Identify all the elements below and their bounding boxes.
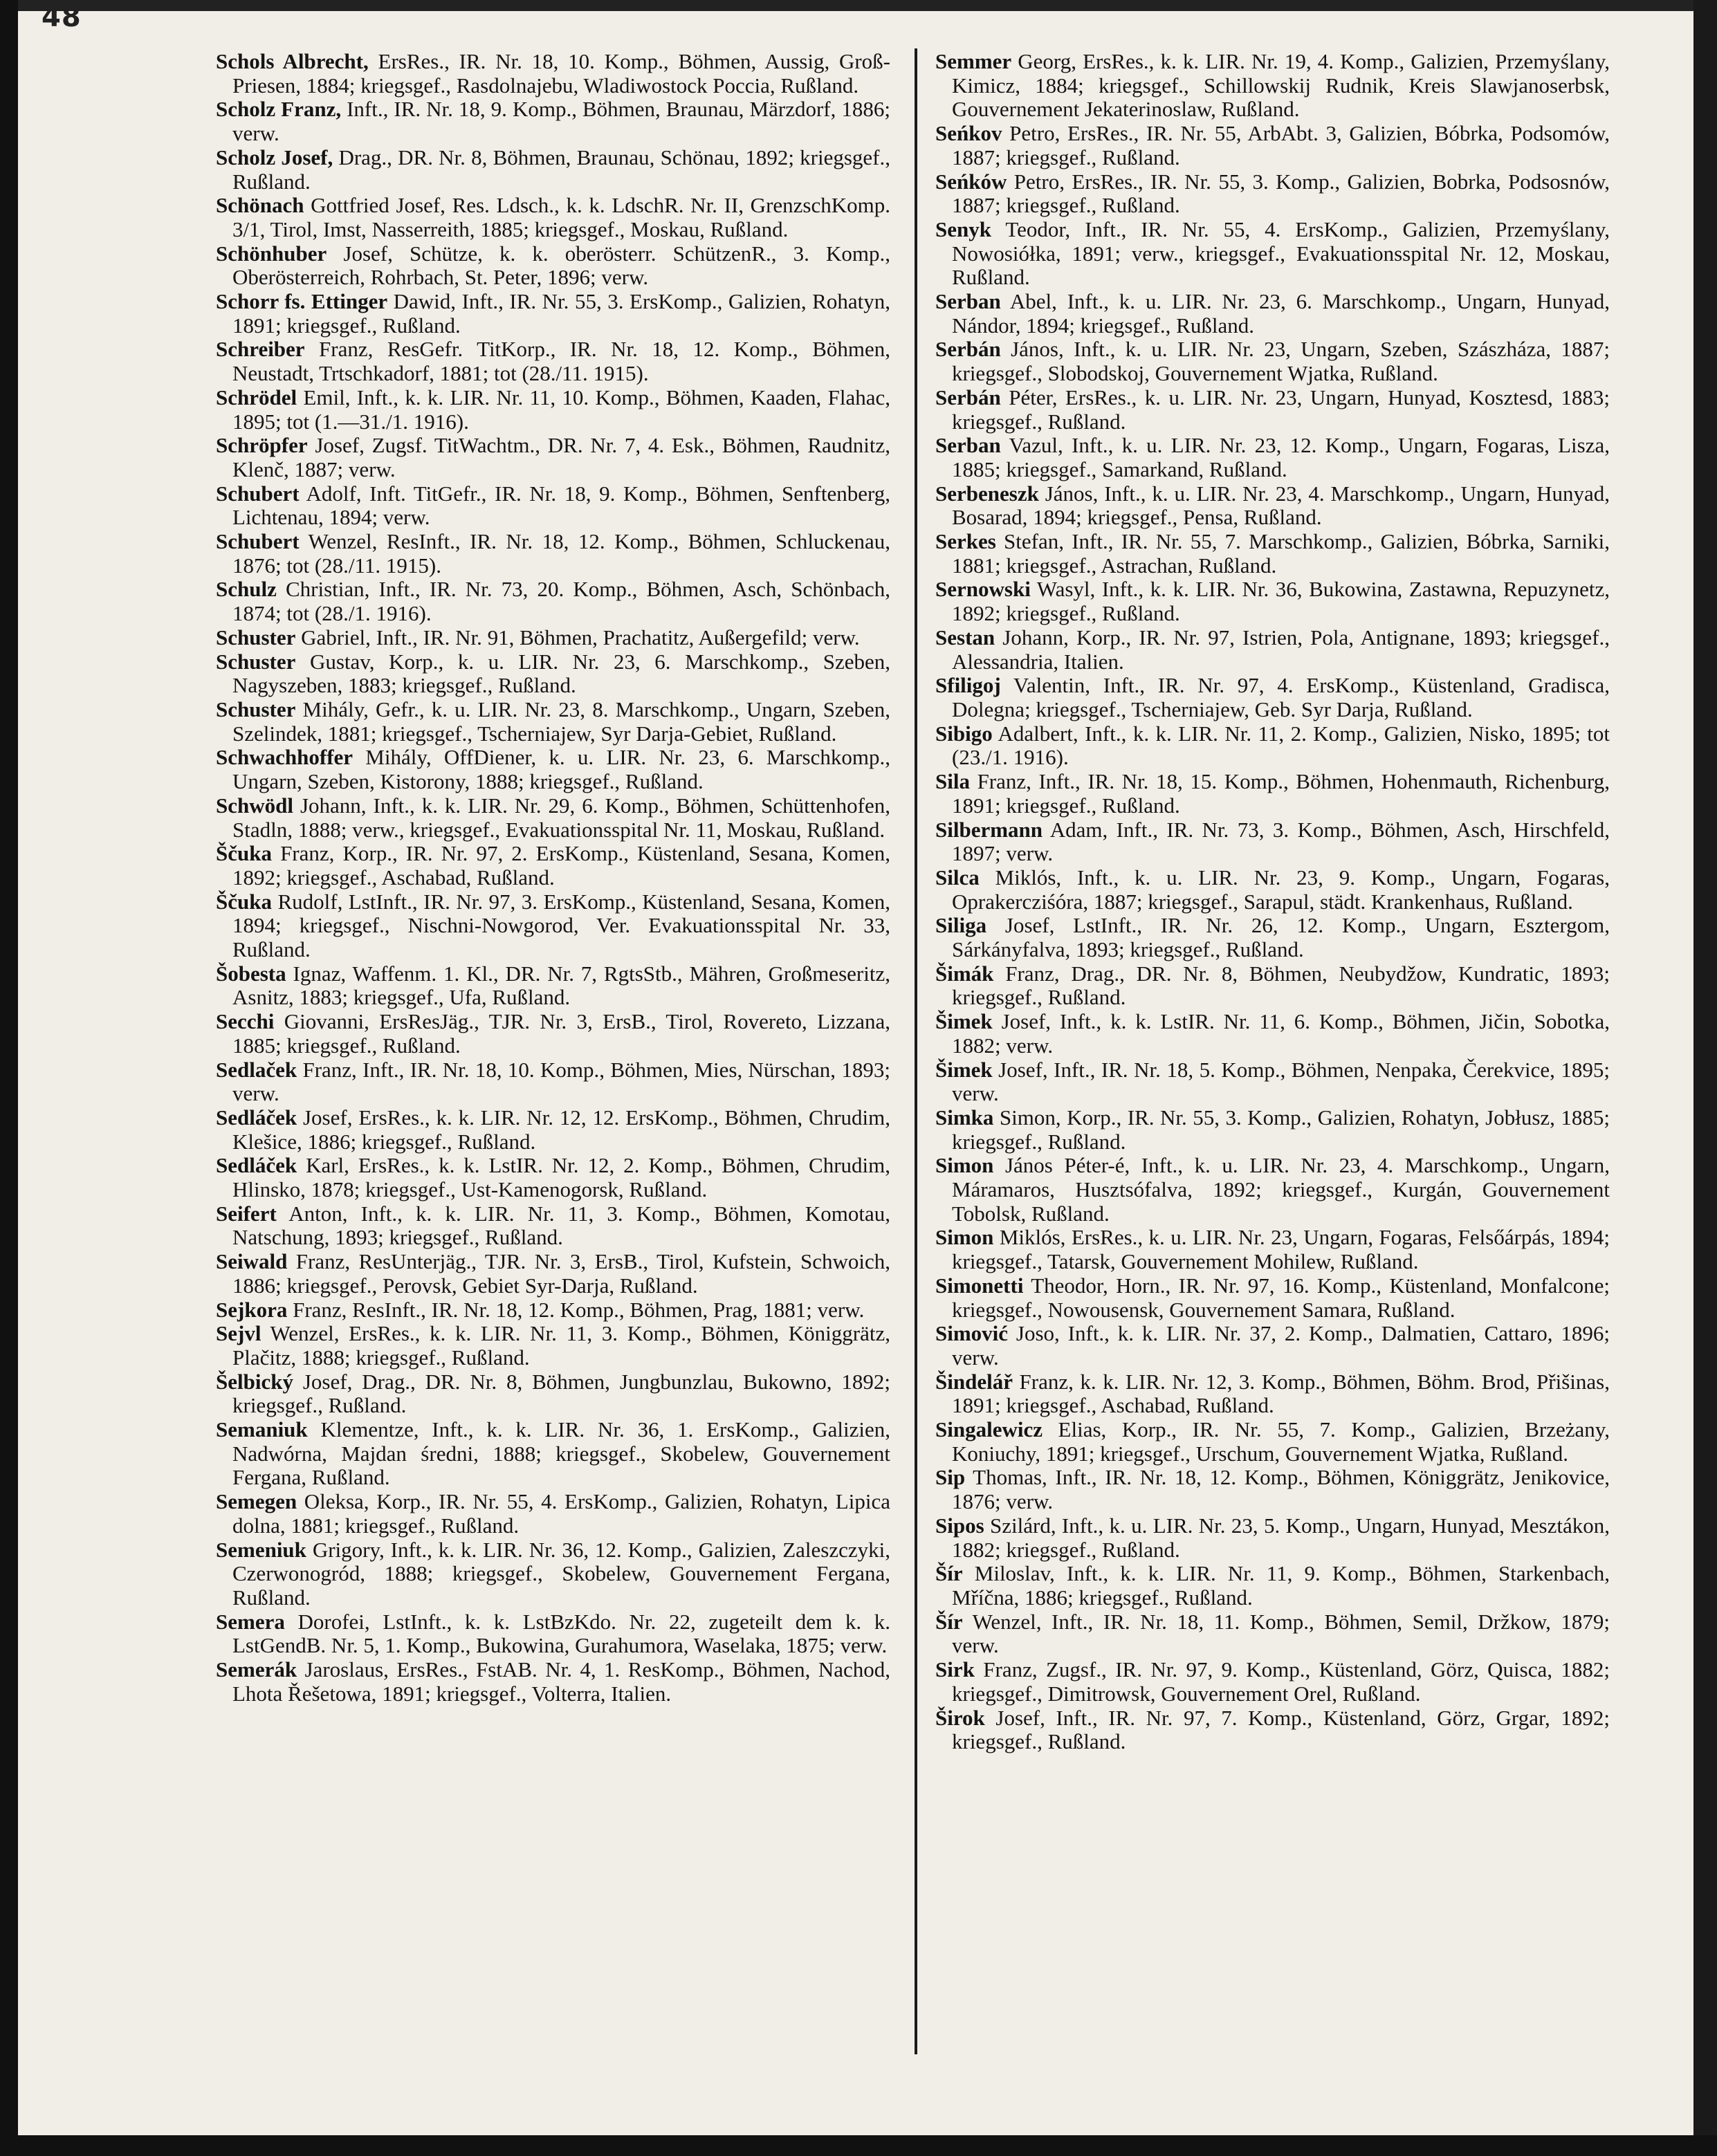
register-entry <box>935 1154 1610 1226</box>
entry-details: Rudolf, LstInft., IR. Nr. 97, 3. ErsKomp., Küstenland, Sesana, Komen, 1894; kriegsgef., Nischni-Nowgorod, Ver. Evakuationsspital Nr. 33, Rußland. <box>232 889 890 962</box>
entry-details: Josef, Drag., DR. Nr. 8, Böhmen, Jungbunzlau, Bukowno, 1892; kriegsgef., Rußland. <box>232 1369 890 1418</box>
register-entry <box>935 1370 1610 1418</box>
entry-surname: Sejvl <box>216 1321 261 1346</box>
entry-details: Franz, ResInft., IR. Nr. 18, 12. Komp., Böhmen, Prag, 1881; verw. <box>287 1297 865 1322</box>
register-entry <box>216 626 890 650</box>
entry-details: Joso, Inft., k. k. LIR. Nr. 37, 2. Komp., Dalmatien, Cattaro, 1896; verw. <box>952 1321 1610 1370</box>
entry-details: Simon, Korp., IR. Nr. 55, 3. Komp., Galizien, Rohatyn, Jobłusz, 1885; kriegsgef., Rußland. <box>952 1105 1610 1154</box>
register-entry <box>935 386 1610 434</box>
entry-details: Szilárd, Inft., k. u. LIR. Nr. 23, 5. Komp., Ungarn, Hunyad, Mesztákon, 1882; kriegsgef., Rußland. <box>952 1513 1610 1562</box>
register-entry <box>935 1658 1610 1706</box>
register-entry <box>935 722 1610 770</box>
entry-surname: Semaniuk <box>216 1417 308 1442</box>
entry-details: Teodor, Inft., IR. Nr. 55, 4. ErsKomp., Galizien, Przemyślany, Nowosiółka, 1891; verw., kriegsgef., Evakuationsspital Nr. 12, Moskau, Rußland. <box>952 216 1610 290</box>
entry-surname: Sipos <box>935 1513 984 1538</box>
entry-details: Franz, k. k. LIR. Nr. 12, 3. Komp., Böhmen, Böhm. Brod, Přišinas, 1891; kriegsgef., Aschabad, Rußland. <box>952 1369 1610 1418</box>
register-entry <box>216 434 890 481</box>
register-entry <box>216 1154 890 1201</box>
entry-surname: Šimek <box>935 1009 993 1034</box>
entry-details: Adalbert, Inft., k. k. LIR. Nr. 11, 2. Komp., Galizien, Nisko, 1895; tot (23./1. 1916). <box>952 721 1610 770</box>
entry-surname: Sestan <box>935 625 995 649</box>
entry-surname: Serban <box>935 433 1001 458</box>
entry-surname: Šír <box>935 1609 963 1634</box>
entry-details: Miklós, ErsRes., k. u. LIR. Nr. 23, Ungarn, Fogaras, Felsőárpás, 1894; kriegsgef., Tatarsk, Gouvernement Mohilew, Rußland. <box>952 1225 1610 1274</box>
entry-surname: Semegen <box>216 1489 297 1514</box>
register-entry <box>216 1610 890 1658</box>
entry-details: Miloslav, Inft., k. k. LIR. Nr. 11, 9. Komp., Böhmen, Starkenbach, Mříčna, 1886; kriegsgef., Rußland. <box>952 1561 1610 1610</box>
entry-details: Franz, Inft., IR. Nr. 18, 15. Komp., Böhmen, Hohenmauth, Richenburg, 1891; kriegsgef., Rußland. <box>952 769 1610 818</box>
register-entry <box>935 50 1610 122</box>
entry-details: Inft., IR. Nr. 18, 9. Komp., Böhmen, Braunau, Märzdorf, 1886; verw. <box>232 97 890 146</box>
entry-surname: Schorr fs. Ettinger <box>216 289 388 314</box>
entry-details: Vazul, Inft., k. u. LIR. Nr. 23, 12. Komp., Ungarn, Fogaras, Lisza, 1885; kriegsgef., Samarkand, Rußland. <box>952 433 1610 481</box>
register-entry <box>216 50 890 98</box>
entry-details: Valentin, Inft., IR. Nr. 97, 4. ErsKomp., Küstenland, Gradisca, Dolegna; kriegsgef., Tscherniajew, Geb. Syr Darja, Rußland. <box>952 673 1610 721</box>
right-column <box>935 50 1610 1754</box>
entry-surname: Šír <box>935 1561 963 1586</box>
entry-surname: Schröpfer <box>216 433 308 458</box>
register-entry <box>935 1706 1610 1754</box>
register-entry <box>216 194 890 241</box>
entry-surname: Ščuka <box>216 841 272 866</box>
entry-surname: Schulz <box>216 577 277 602</box>
entry-details: Wenzel, Inft., IR. Nr. 18, 11. Komp., Böhmen, Semil, Držkow, 1879; verw. <box>952 1609 1610 1658</box>
entry-details: Josef, ErsRes., k. k. LIR. Nr. 12, 12. ErsKomp., Böhmen, Chrudim, Klešice, 1886; kriegsgef., Rußland. <box>232 1105 890 1154</box>
entry-surname: Sirk <box>935 1657 975 1682</box>
entry-details: Stefan, Inft., IR. Nr. 55, 7. Marschkomp., Galizien, Bóbrka, Sarniki, 1881; kriegsgef., Astrachan, Rußland. <box>952 529 1610 578</box>
register-entry <box>216 1058 890 1106</box>
register-entry <box>216 98 890 145</box>
entry-surname: Simović <box>935 1321 1009 1346</box>
entry-surname: Širok <box>935 1705 985 1730</box>
entry-details: Wenzel, ErsRes., k. k. LIR. Nr. 11, 3. Komp., Böhmen, Königgrätz, Plačitz, 1888; kriegsgef., Rußland. <box>232 1321 890 1370</box>
register-entry <box>216 1202 890 1250</box>
entry-details: Abel, Inft., k. u. LIR. Nr. 23, 6. Marschkomp., Ungarn, Hunyad, Nándor, 1894; kriegsgef., Rußland. <box>952 289 1610 338</box>
entry-surname: Sedláček <box>216 1105 297 1130</box>
register-entry <box>935 530 1610 578</box>
register-entry <box>216 890 890 962</box>
register-entry <box>935 218 1610 290</box>
register-entry <box>935 338 1610 385</box>
entry-surname: Sfiligoj <box>935 673 1001 698</box>
entry-details: Josef, LstInft., IR. Nr. 26, 12. Komp., Ungarn, Esztergom, Sárkányfalva, 1893; kriegsgef., Rußland. <box>952 913 1610 962</box>
entry-details: Johann, Inft., k. k. LIR. Nr. 29, 6. Komp., Böhmen, Schüttenhofen, Stadln, 1888; verw., kriegsgef., Evakuationsspital Nr. 11, Moskau, Rußland. <box>232 793 890 842</box>
entry-details: Drag., DR. Nr. 8, Böhmen, Braunau, Schönau, 1892; kriegsgef., Rußland. <box>232 145 890 194</box>
entry-details: Wasyl, Inft., k. k. LIR. Nr. 36, Bukowina, Zastawna, Repuzynetz, 1892; kriegsgef., Rußland. <box>952 577 1610 626</box>
register-entry <box>935 1106 1610 1154</box>
entry-surname: Serbeneszk <box>935 481 1039 506</box>
entry-details: Mihály, OffDiener, k. u. LIR. Nr. 23, 6. Marschkomp., Ungarn, Szeben, Kistorony, 1888; kriegsgef., Rußland. <box>232 745 890 794</box>
entry-surname: Siliga <box>935 913 987 938</box>
register-entry <box>935 626 1610 674</box>
entry-surname: Semmer <box>935 49 1012 73</box>
entry-details: Franz, Korp., IR. Nr. 97, 2. ErsKomp., Küstenland, Sesana, Komen, 1892; kriegsgef., Aschabad, Rußland. <box>232 841 890 890</box>
register-entry <box>935 914 1610 961</box>
entry-surname: Seńkov <box>935 121 1002 146</box>
entry-surname: Serban <box>935 289 1001 314</box>
register-entry <box>935 866 1610 914</box>
entry-details: János Péter-é, Inft., k. u. LIR. Nr. 23, 4. Marschkomp., Ungarn, Máramaros, Husztsófalva, 1892; kriegsgef., Kurgán, Gouvernement Tobolsk, Rußland. <box>952 1153 1610 1226</box>
entry-details: Thomas, Inft., IR. Nr. 18, 12. Komp., Böhmen, Königgrätz, Jenikovice, 1876; verw. <box>952 1465 1610 1514</box>
register-entry <box>935 1226 1610 1273</box>
scan-edge-bottom <box>0 2135 1717 2156</box>
entry-details: Franz, ResGefr. TitKorp., IR. Nr. 18, 12. Komp., Böhmen, Neustadt, Trtschkadorf, 1881; tot (28./11. 1915). <box>232 337 890 386</box>
register-entry <box>216 338 890 385</box>
register-entry <box>216 242 890 290</box>
entry-surname: Sernowski <box>935 577 1031 602</box>
entry-surname: Sedláček <box>216 1153 297 1178</box>
register-entry <box>216 1658 890 1706</box>
entry-details: Wenzel, ResInft., IR. Nr. 18, 12. Komp., Böhmen, Schluckenau, 1876; tot (28./11. 1915). <box>232 529 890 578</box>
register-entry <box>216 650 890 698</box>
entry-details: Ignaz, Waffenm. 1. Kl., DR. Nr. 7, RgtsStb., Mähren, Großmeseritz, Asnitz, 1883; kriegsgef., Ufa, Rußland. <box>232 961 890 1010</box>
register-entry <box>216 530 890 578</box>
entry-surname: Semera <box>216 1609 285 1634</box>
entry-details: Miklós, Inft., k. u. LIR. Nr. 23, 9. Komp., Ungarn, Fogaras, Oprakercziśóra, 1887; kriegsgef., Sarapul, städt. Krankenhaus, Rußland. <box>952 865 1610 914</box>
entry-surname: Šimek <box>935 1057 993 1082</box>
entry-details: Dawid, Inft., IR. Nr. 55, 3. ErsKomp., Galizien, Rohatyn, 1891; kriegsgef., Rußland. <box>232 289 890 338</box>
register-entry <box>935 674 1610 721</box>
entry-details: Franz, Inft., IR. Nr. 18, 10. Komp., Böhmen, Mies, Nürschan, 1893; verw. <box>232 1057 890 1106</box>
register-entry <box>935 818 1610 866</box>
entry-details: Grigory, Inft., k. k. LIR. Nr. 36, 12. Komp., Galizien, Zaleszczyki, Czerwonogród, 1888; kriegsgef., Skobelew, Gouvernement Fergana, Rußland. <box>232 1537 890 1610</box>
entry-details: Gustav, Korp., k. u. LIR. Nr. 23, 6. Marschkomp., Szeben, Nagyszeben, 1883; kriegsgef., Rußland. <box>232 649 890 698</box>
register-entry <box>216 1298 890 1323</box>
entry-surname: Serkes <box>935 529 996 554</box>
entry-details: Emil, Inft., k. k. LIR. Nr. 11, 10. Komp., Böhmen, Kaaden, Flahac, 1895; tot (1.—31./1. 1916). <box>232 385 890 434</box>
entry-surname: Silbermann <box>935 817 1043 842</box>
register-entry <box>216 962 890 1010</box>
entry-details: Christian, Inft., IR. Nr. 73, 20. Komp., Böhmen, Asch, Schönbach, 1874; tot (28./1. 1916). <box>232 577 890 626</box>
entry-details: Franz, Drag., DR. Nr. 8, Böhmen, Neubydžow, Kundratic, 1893; kriegsgef., Rußland. <box>952 961 1610 1010</box>
entry-surname: Sibigo <box>935 721 993 746</box>
entry-surname: Schönhuber <box>216 241 327 266</box>
register-entry <box>216 1490 890 1538</box>
entry-surname: Scholz Josef, <box>216 145 333 169</box>
entry-details: Mihály, Gefr., k. u. LIR. Nr. 23, 8. Marschkomp., Ungarn, Szeben, Szelindek, 1881; kriegsgef., Tscherniajew, Syr Darja-Gebiet, Rußland. <box>232 697 890 746</box>
entry-surname: Schrödel <box>216 385 297 409</box>
register-entry <box>935 1610 1610 1658</box>
register-entry <box>216 1010 890 1058</box>
register-entry <box>216 1370 890 1418</box>
entry-details: Josef, Inft., IR. Nr. 18, 5. Komp., Böhmen, Nenpaka, Čerekvice, 1895; verw. <box>952 1057 1610 1106</box>
register-entry <box>935 1322 1610 1370</box>
entry-surname: Singalewicz <box>935 1417 1043 1442</box>
page-number: 48 <box>42 1 82 33</box>
entry-details: ErsRes., IR. Nr. 18, 10. Komp., Böhmen, Aussig, Groß-Priesen, 1884; kriegsgef., Rasdolnajebu, Wladiwostock Poccia, Rußland. <box>232 49 890 98</box>
entry-details: Georg, ErsRes., k. k. LIR. Nr. 19, 4. Komp., Galizien, Przemyślany, Kimicz, 1884; kriegsgef., Schillowskij Rudnik, Kreis Slawjanoserbsk, Gouvernement Jekaterinoslaw, Rußland. <box>952 49 1610 122</box>
register-entry <box>935 1514 1610 1562</box>
entry-details: Franz, Zugsf., IR. Nr. 97, 9. Komp., Küstenland, Görz, Quisca, 1882; kriegsgef., Dimitrowsk, Gouvernement Orel, Rußland. <box>952 1657 1610 1706</box>
entry-details: Josef, Inft., k. k. LstIR. Nr. 11, 6. Komp., Böhmen, Jičin, Sobotka, 1882; verw. <box>952 1009 1610 1058</box>
register-entry <box>935 1466 1610 1513</box>
entry-surname: Senyk <box>935 216 991 241</box>
entry-details: Elias, Korp., IR. Nr. 55, 7. Komp., Galizien, Brzeżany, Koniuchy, 1891; kriegsgef., Urschum, Gouvernement Wjatka, Rußland. <box>952 1417 1610 1466</box>
register-entry <box>216 1106 890 1154</box>
register-entry <box>216 146 890 194</box>
entry-surname: Schubert <box>216 529 300 554</box>
entry-surname: Šelbický <box>216 1369 293 1394</box>
entry-surname: Schols Albrecht, <box>216 49 369 73</box>
entry-surname: Šindelář <box>935 1369 1013 1394</box>
register-entry <box>216 746 890 793</box>
entry-surname: Schuster <box>216 697 296 721</box>
register-entry <box>216 1322 890 1370</box>
entry-details: János, Inft., k. u. LIR. Nr. 23, Ungarn, Szeben, Szászháza, 1887; kriegsgef., Slobodskoj, Gouvernement Wjatka, Rußland. <box>952 337 1610 386</box>
register-entry <box>935 770 1610 818</box>
entry-surname: Semeniuk <box>216 1537 306 1562</box>
register-entry <box>935 482 1610 530</box>
entry-surname: Schönach <box>216 193 304 218</box>
entry-surname: Simonetti <box>935 1273 1024 1298</box>
register-entry <box>935 578 1610 625</box>
register-entry <box>935 962 1610 1010</box>
entry-surname: Sejkora <box>216 1297 288 1322</box>
entry-surname: Sip <box>935 1465 966 1490</box>
register-entry <box>216 386 890 434</box>
entry-details: Jaroslaus, ErsRes., FstAB. Nr. 4, 1. ResKomp., Böhmen, Nachod, Lhota Řešetowa, 1891; kriegsgef., Volterra, Italien. <box>232 1657 890 1706</box>
entry-details: Theodor, Horn., IR. Nr. 97, 16. Komp., Küstenland, Monfalcone; kriegsgef., Nowousensk, Gouvernement Samara, Rußland. <box>952 1273 1610 1322</box>
entry-surname: Seiwald <box>216 1249 288 1274</box>
register-entry <box>935 122 1610 169</box>
entry-surname: Schwödl <box>216 793 293 818</box>
entry-surname: Seifert <box>216 1201 277 1226</box>
entry-details: Péter, ErsRes., k. u. LIR. Nr. 23, Ungarn, Hunyad, Kosztesd, 1883; kriegsgef., Rußland. <box>952 385 1610 434</box>
entry-details: Anton, Inft., k. k. LIR. Nr. 11, 3. Komp., Böhmen, Komotau, Natschung, 1893; kriegsgef., Rußland. <box>232 1201 890 1250</box>
entry-details: Gabriel, Inft., IR. Nr. 91, Böhmen, Prachatitz, Außergefild; verw. <box>295 625 860 649</box>
register-entry <box>216 1418 890 1490</box>
entry-surname: Schuster <box>216 649 296 674</box>
entry-surname: Sila <box>935 769 970 794</box>
register-entry <box>935 290 1610 338</box>
entry-surname: Simon <box>935 1153 994 1178</box>
entry-surname: Silca <box>935 865 980 890</box>
register-entry <box>935 170 1610 218</box>
entry-details: Adolf, Inft. TitGefr., IR. Nr. 18, 9. Komp., Böhmen, Senftenberg, Lichtenau, 1894; verw. <box>232 481 890 530</box>
entry-surname: Serbán <box>935 337 1001 362</box>
entry-surname: Schreiber <box>216 337 305 362</box>
register-entry <box>216 1538 890 1610</box>
entry-details: Johann, Korp., IR. Nr. 97, Istrien, Pola, Antignane, 1893; kriegsgef., Alessandria, Italien. <box>952 625 1610 674</box>
entry-surname: Šobesta <box>216 961 286 986</box>
entry-surname: Simka <box>935 1105 994 1130</box>
entry-details: Adam, Inft., IR. Nr. 73, 3. Komp., Böhmen, Asch, Hirschfeld, 1897; verw. <box>952 817 1610 866</box>
scan-edge-top <box>0 0 1717 11</box>
entry-surname: Sedlaček <box>216 1057 297 1082</box>
column-divider <box>915 48 917 2054</box>
register-entry <box>935 1562 1610 1610</box>
entry-details: Oleksa, Korp., IR. Nr. 55, 4. ErsKomp., Galizien, Rohatyn, Lipica dolna, 1881; kriegsgef., Rußland. <box>232 1489 890 1538</box>
entry-details: Josef, Schütze, k. k. oberösterr. SchützenR., 3. Komp., Oberösterreich, Rohrbach, St. Peter, 1896; verw. <box>232 241 890 290</box>
entry-details: Dorofei, LstInft., k. k. LstBzKdo. Nr. 22, zugeteilt dem k. k. LstGendB. Nr. 5, 1. Komp., Bukowina, Gurahumora, Waselaka, 1875; verw. <box>232 1609 890 1658</box>
entry-details: Gottfried Josef, Res. Ldsch., k. k. LdschR. Nr. II, GrenzschKomp. 3/1, Tirol, Imst, Nasserreith, 1885; kriegsgef., Moskau, Rußland. <box>232 193 890 241</box>
register-entry <box>216 842 890 890</box>
entry-surname: Serbán <box>935 385 1001 409</box>
register-entry <box>216 698 890 746</box>
register-entry <box>216 482 890 530</box>
entry-details: János, Inft., k. u. LIR. Nr. 23, 4. Marschkomp., Ungarn, Hunyad, Bosarad, 1894; kriegsgef., Pensa, Rußland. <box>952 481 1610 530</box>
entry-surname: Šimák <box>935 961 994 986</box>
entry-surname: Secchi <box>216 1009 275 1034</box>
entry-details: Petro, ErsRes., IR. Nr. 55, 3. Komp., Galizien, Bobrka, Podsosnów, 1887; kriegsgef., Rußland. <box>952 169 1610 218</box>
entry-surname: Schwachhoffer <box>216 745 354 770</box>
register-entry <box>935 1010 1610 1058</box>
entry-details: Josef, Inft., IR. Nr. 97, 7. Komp., Küstenland, Görz, Grgar, 1892; kriegsgef., Rußland. <box>952 1705 1610 1754</box>
entry-surname: Seńków <box>935 169 1007 194</box>
entry-surname: Simon <box>935 1225 994 1250</box>
register-entry <box>935 1274 1610 1322</box>
entry-surname: Semerák <box>216 1657 297 1682</box>
register-entry <box>935 434 1610 481</box>
entry-details: Petro, ErsRes., IR. Nr. 55, ArbAbt. 3, Galizien, Bóbrka, Podsomów, 1887; kriegsgef., Rußland. <box>952 121 1610 169</box>
entry-surname: Schubert <box>216 481 300 506</box>
entry-surname: Schuster <box>216 625 296 649</box>
entry-surname: Scholz Franz, <box>216 97 342 122</box>
entry-surname: Ščuka <box>216 889 272 914</box>
scan-edge-left <box>0 0 18 2156</box>
entry-details: Franz, ResUnterjäg., TJR. Nr. 3, ErsB., Tirol, Kufstein, Schwoich, 1886; kriegsgef., Perovsk, Gebiet Syr-Darja, Rußland. <box>232 1249 890 1298</box>
register-entry <box>216 794 890 842</box>
register-entry <box>216 578 890 625</box>
scan-edge-right <box>1693 0 1717 2156</box>
register-entry <box>216 1250 890 1298</box>
register-entry <box>935 1058 1610 1106</box>
left-column <box>216 50 890 1706</box>
register-entry <box>935 1418 1610 1466</box>
entry-details: Giovanni, ErsResJäg., TJR. Nr. 3, ErsB., Tirol, Rovereto, Lizzana, 1885; kriegsgef., Rußland. <box>232 1009 890 1058</box>
register-entry <box>216 290 890 338</box>
entry-details: Josef, Zugsf. TitWachtm., DR. Nr. 7, 4. Esk., Böhmen, Raudnitz, Klenč, 1887; verw. <box>232 433 890 481</box>
entry-details: Klementze, Inft., k. k. LIR. Nr. 36, 1. ErsKomp., Galizien, Nadwórna, Majdan średni, 1888; kriegsgef., Skobelew, Gouvernement Fergana, Rußland. <box>232 1417 890 1490</box>
entry-details: Karl, ErsRes., k. k. LstIR. Nr. 12, 2. Komp., Böhmen, Chrudim, Hlinsko, 1878; kriegsgef., Ust-Kamenogorsk, Rußland. <box>232 1153 890 1202</box>
